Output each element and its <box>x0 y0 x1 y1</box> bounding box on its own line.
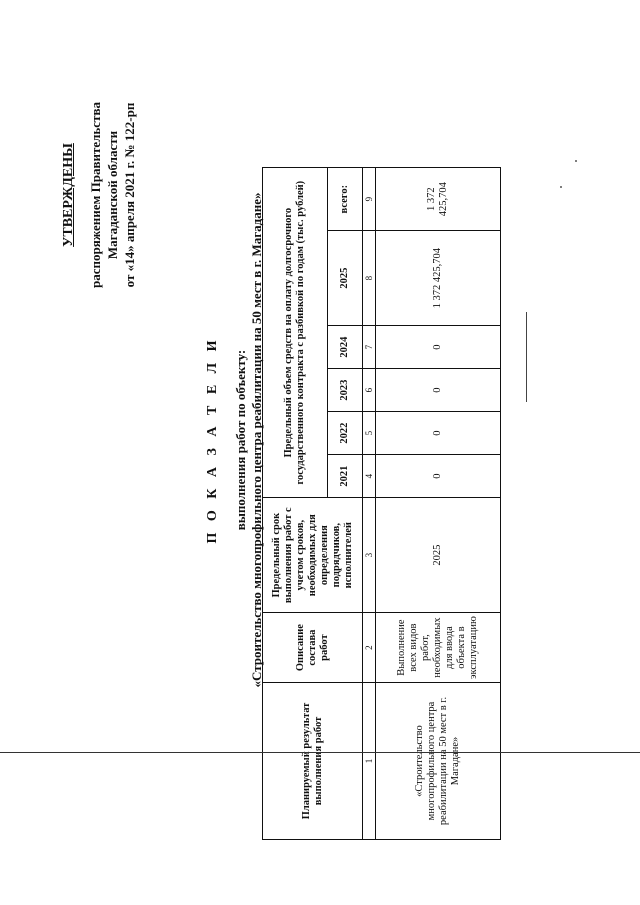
column-number: 3 <box>363 498 376 613</box>
cell-2021: 0 <box>376 455 501 498</box>
column-number: 2 <box>363 613 376 683</box>
signature-line <box>526 312 528 402</box>
header-year-2021: 2021 <box>328 455 363 498</box>
column-number: 6 <box>363 369 376 412</box>
column-number: 5 <box>363 412 376 455</box>
header-work-description: Описание состава работ <box>263 613 363 683</box>
column-number: 4 <box>363 455 376 498</box>
header-planned-result: Планируемый результат выполнения работ <box>263 683 363 840</box>
approval-line-2: Магаданской области <box>105 130 120 260</box>
column-number: 1 <box>363 683 376 840</box>
cell-total: 1 372 425,704 <box>376 168 501 231</box>
column-number: 9 <box>363 168 376 231</box>
scan-edge-line <box>0 752 640 753</box>
header-deadline: Предельный срок выполнения работ с учетом сроков, необходимых для определения подрядчиков, исполнителей <box>263 498 363 613</box>
column-numbers-row <box>363 168 376 840</box>
cell-2025: 1 372 425,704 <box>376 231 501 326</box>
approval-stamp <box>60 30 138 360</box>
cell-planned-result: «Строительство многопрофильного центра реабилитации на 50 мест в г. Магадане» <box>376 683 501 840</box>
table-row <box>376 168 501 840</box>
cell-work-description: Выполнение всех видов работ, необходимых для ввода объекта в эксплуатацию <box>376 613 501 683</box>
header-funds-volume: Предельный объем средств на оплату долгосрочного государственного контракта с разбивкой по годам (тыс. рублей) <box>263 168 328 498</box>
title-indicators: П О К А З А Т Е Л И <box>205 336 220 544</box>
title-subtitle: выполнения работ по объекту: <box>233 349 248 531</box>
scan-speck <box>560 186 562 188</box>
header-total: всего: <box>328 168 363 231</box>
header-row-1 <box>263 168 328 840</box>
document-title <box>205 160 265 720</box>
header-year-2025: 2025 <box>328 231 363 326</box>
cell-2024: 0 <box>376 326 501 369</box>
cell-2023: 0 <box>376 369 501 412</box>
header-year-2022: 2022 <box>328 412 363 455</box>
header-year-2023: 2023 <box>328 369 363 412</box>
header-year-2024: 2024 <box>328 326 363 369</box>
scan-speck <box>575 160 577 162</box>
cell-2022: 0 <box>376 412 501 455</box>
cell-deadline: 2025 <box>376 498 501 613</box>
approval-line-1: распоряжением Правительства <box>88 102 103 288</box>
column-number: 8 <box>363 231 376 326</box>
approval-line-3: от «14» апреля 2021 г. № 122-рп <box>122 102 137 288</box>
approval-heading: УТВЕРЖДЕНЫ <box>61 143 76 247</box>
title-object-name: «Строительство многопрофильного центра реабилитации на 50 мест в г. Магадане» <box>249 192 264 688</box>
column-number: 7 <box>363 326 376 369</box>
indicators-table <box>262 167 501 840</box>
